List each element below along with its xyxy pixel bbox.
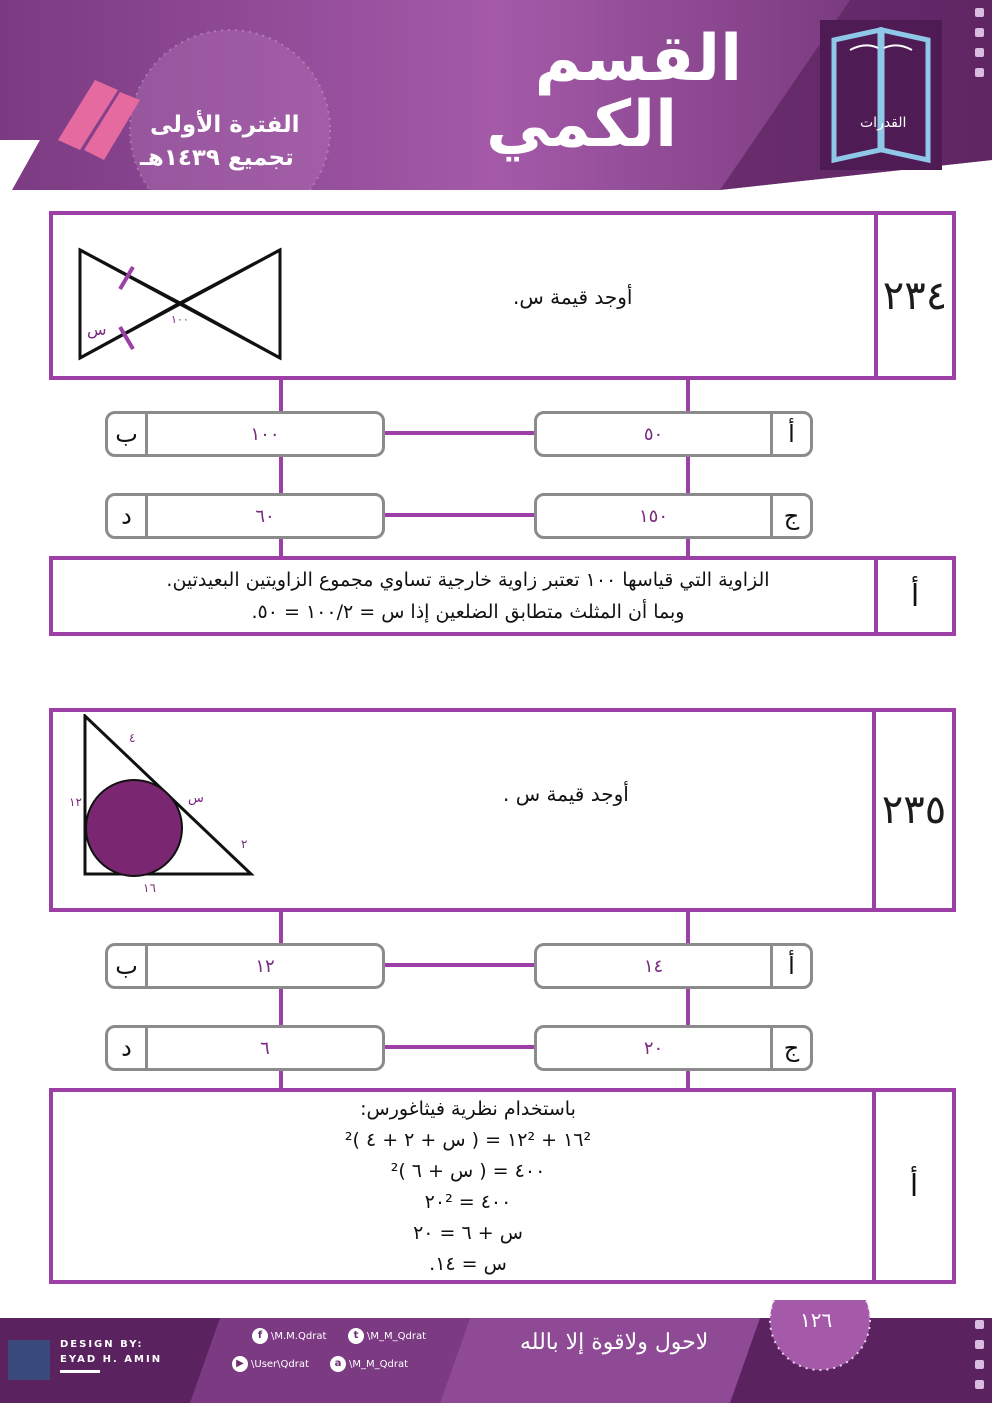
option-letter: أ <box>770 946 810 986</box>
connector-line <box>383 431 535 435</box>
explanation-line: الزاوية التي قياسها ١٠٠ تعتبر زاوية خارجية تساوي مجموع الزاويتين البعيدتين. <box>166 569 770 591</box>
option-c[interactable] <box>534 493 813 539</box>
question-box-234 <box>49 211 956 380</box>
social-handle: \M_M_Qdrat <box>367 1331 427 1342</box>
figure-label-x: س <box>188 791 204 806</box>
connector-line <box>383 1045 535 1049</box>
social-handle: \User\Qdrat <box>251 1359 309 1370</box>
collection-label: تجميع ١٤٣٩هـ <box>140 145 294 171</box>
explanation-line: باستخدام نظرية فيثاغورس: <box>360 1098 576 1120</box>
answer-letter: أ <box>872 1092 952 1280</box>
explanation-line: س + ٦ = ٢٠ <box>413 1222 523 1244</box>
social-twitter[interactable] <box>348 1328 426 1344</box>
option-value: ٦٠ <box>255 505 275 527</box>
decor-squares <box>975 1320 985 1400</box>
option-letter: د <box>108 1028 148 1068</box>
option-letter: أ <box>770 414 810 454</box>
decor-squares <box>975 8 985 88</box>
figure-label-bottom: ١٦ <box>143 881 156 894</box>
section-title-line2: الكمي <box>486 88 677 162</box>
explanation-line: ١٦² + ١٢² = ( س + ٢ + ٤ )² <box>344 1129 592 1151</box>
designer-credit <box>60 1337 162 1367</box>
explanation-line: ٤٠٠ = ( س + ٦ )² <box>390 1160 546 1182</box>
question-number: ٢٣٤ <box>874 215 952 376</box>
twitter-icon: t <box>348 1328 364 1344</box>
logo-text: القدرات <box>860 115 907 131</box>
snapchat-icon: a <box>330 1356 346 1372</box>
option-c[interactable] <box>534 1025 813 1071</box>
option-letter: ب <box>108 414 148 454</box>
option-value: ١٢ <box>255 955 275 977</box>
option-value: ٥٠ <box>643 423 664 445</box>
figure-label-right: ٢ <box>241 837 248 851</box>
figure-label-left: ١٢ <box>69 795 82 809</box>
youtube-icon: ▶ <box>232 1356 248 1372</box>
answer-box-234 <box>49 556 956 636</box>
period-label: الفترة الأولى <box>150 112 300 138</box>
option-letter: ج <box>770 1028 810 1068</box>
answer-explanation <box>63 1094 873 1280</box>
answer-explanation <box>63 564 873 628</box>
figure-label-top: ٤ <box>129 731 136 745</box>
option-value: ١٥٠ <box>638 505 668 527</box>
design-by-label: DESIGN BY: <box>60 1339 144 1350</box>
option-d[interactable] <box>105 493 385 539</box>
answer-letter: أ <box>874 560 952 632</box>
page-number: ١٢٦ <box>800 1308 833 1332</box>
option-value: ١٠٠ <box>250 423 280 445</box>
option-value: ١٤ <box>643 955 664 977</box>
bowtie-figure <box>75 245 285 365</box>
section-title-line1: القسم <box>534 22 742 96</box>
option-value: ٢٠ <box>643 1037 664 1059</box>
social-handle: \M_M_Qdrat <box>349 1359 409 1370</box>
logo <box>820 20 942 170</box>
designer-name: EYAD H. AMIN <box>60 1354 163 1365</box>
option-d[interactable] <box>105 1025 385 1071</box>
question-text: أوجد قيمة س . <box>503 782 629 806</box>
option-value: ٦ <box>260 1037 270 1059</box>
question-box-235 <box>49 708 956 912</box>
option-b[interactable] <box>105 411 385 457</box>
option-a[interactable] <box>534 943 813 989</box>
option-a[interactable] <box>534 411 813 457</box>
book-logo-icon <box>820 20 942 170</box>
social-facebook[interactable] <box>252 1328 326 1344</box>
triangle-incircle-figure <box>63 714 263 894</box>
facebook-icon: f <box>252 1328 268 1344</box>
figure-label-angle: ١٠٠ <box>171 313 189 326</box>
option-letter: د <box>108 496 148 536</box>
option-b[interactable] <box>105 943 385 989</box>
explanation-line: ٤٠٠ = ٢٠² <box>424 1191 512 1213</box>
option-letter: ج <box>770 496 810 536</box>
connector-line <box>383 963 535 967</box>
social-youtube[interactable] <box>232 1356 309 1372</box>
page-header <box>0 0 992 190</box>
connector-line <box>383 513 535 517</box>
social-snapchat[interactable] <box>330 1356 408 1372</box>
answer-box-235 <box>49 1088 956 1284</box>
explanation-line: وبما أن المثلث متطابق الضلعين إذا س = ١٠٠/٢ = ٥٠. <box>251 601 685 623</box>
calligraphy-text: لاحول ولاقوة إلا بالله <box>520 1330 709 1355</box>
figure-label-x: س <box>87 320 107 339</box>
question-text: أوجد قيمة س. <box>513 285 633 309</box>
social-handle: \M.M.Qdrat <box>271 1331 327 1342</box>
explanation-line: س = ١٤. <box>429 1253 507 1275</box>
option-letter: ب <box>108 946 148 986</box>
question-number: ٢٣٥ <box>872 712 952 908</box>
